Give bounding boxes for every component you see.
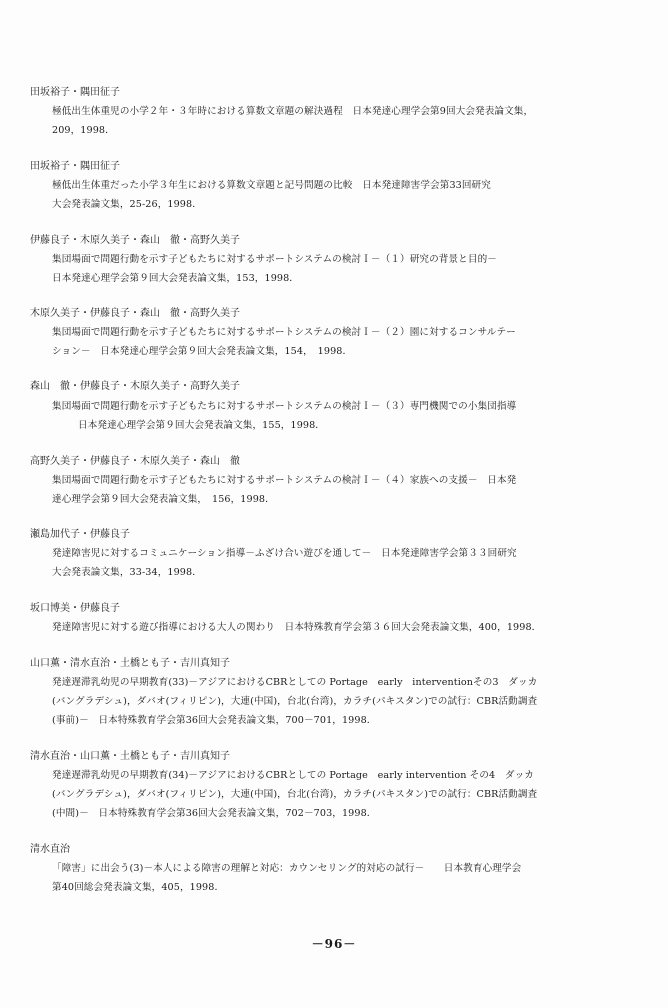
reference-authors: 田坂裕子・隅田征子	[30, 161, 120, 172]
reference-text-line: 極低出生体重児の小学２年・３年時における算数文章題の解決過程 日本発達心理学会第9回大会発表論文集，	[52, 106, 534, 117]
reference-text-line: ション－ 日本発達心理学会第９回大会発表論文集，154， 1998．	[52, 346, 353, 357]
reference-text-line: 集団場面で問題行動を示す子どもたちに対するサポートシステムの検討Ｉ－（１）研究の背景と目的－	[52, 254, 497, 265]
reference-text-line: 日本発達心理学会第９回大会発表論文集，155，1998．	[78, 420, 325, 431]
reference-authors: 高野久美子・伊藤良子・木原久美子・森山 徹	[30, 456, 240, 467]
reference-text-line: 大会発表論文集，33-34，1998．	[52, 567, 202, 578]
reference-authors: 森山 徹・伊藤良子・木原久美子・高野久美子	[30, 381, 240, 392]
reference-text-line: 集団場面で問題行動を示す子どもたちに対するサポートシステムの検討Ｉ－（４）家族への支援－ 日本発	[52, 475, 517, 486]
reference-authors: 田坂裕子・隅田征子	[30, 87, 120, 98]
reference-text-line: 発達遅滞乳幼児の早期教育(33)－アジアにおけるCBRとしての Portage early interventionその3 ダッカ	[52, 677, 538, 688]
reference-text-line: (バングラデシュ)，ダバオ(フィリピン)，大連(中国)，台北(台湾)，カラチ(パキスタン)での試行：CBR活動調査	[52, 696, 538, 707]
reference-text-line: 日本発達心理学会第９回大会発表論文集，153，1998．	[52, 273, 299, 284]
reference-text-line: (バングラデシュ)，ダバオ(フィリピン)，大連(中国)，台北(台湾)，カラチ(パキスタン)での試行：CBR活動調査	[52, 789, 538, 800]
reference-authors: 伊藤良子・木原久美子・森山 徹・高野久美子	[30, 235, 240, 246]
reference-authors: 清水直治	[30, 844, 70, 855]
reference-text-line: 209，1998．	[52, 125, 115, 136]
reference-text-line: 発達遅滞乳幼児の早期教育(34)－アジアにおけるCBRとしての Portage early intervention その4 ダッカ	[52, 770, 534, 781]
reference-authors: 山口薫・清水直治・土橋とも子・吉川真知子	[30, 658, 230, 669]
reference-text-line: 発達障害児に対する遊び指導における大人の関わり 日本特殊教育学会第３６回大会発表論文集，400，1998．	[52, 622, 542, 633]
reference-text-line: 集団場面で問題行動を示す子どもたちに対するサポートシステムの検討Ｉ－（３）専門機関での小集団指導	[52, 401, 517, 412]
reference-text-line: 大会発表論文集，25-26，1998．	[52, 199, 202, 210]
reference-authors: 木原久美子・伊藤良子・森山 徹・高野久美子	[30, 308, 240, 319]
reference-authors: 瀬島加代子・伊藤良子	[30, 529, 130, 540]
reference-text-line: (事前)－ 日本特殊教育学会第36回大会発表論文集，700－701，1998．	[52, 715, 377, 726]
reference-text-line: 発達障害児に対するコミュニケーション指導－ふざけ合い遊びを通して－ 日本発達障害学会第３３回研究	[52, 548, 517, 559]
reference-text-line: 「障害」に出会う(3)－本人による障害の理解と対応：カウンセリング的対応の試行－ 日本教育心理学会	[52, 863, 522, 874]
reference-authors: 坂口博美・伊藤良子	[30, 603, 120, 614]
reference-authors: 清水直治・山口薫・土橋とも子・吉川真知子	[30, 751, 230, 762]
reference-text-line: 達心理学会第９回大会発表論文集， 156，1998．	[52, 494, 275, 505]
reference-text-line: 集団場面で問題行動を示す子どもたちに対するサポートシステムの検討Ｉ－（２）園に対するコンサルテー	[52, 327, 516, 338]
reference-text-line: (中間)－ 日本特殊教育学会第36回大会発表論文集，702－703，1998．	[52, 808, 377, 819]
reference-text-line: 極低出生体重だった小学３年生における算数文章題と記号問題の比較 日本発達障害学会第33回研究	[52, 180, 491, 191]
page-number: －96－	[311, 937, 357, 951]
reference-text-line: 第40回総会発表論文集，405，1998．	[52, 882, 225, 893]
